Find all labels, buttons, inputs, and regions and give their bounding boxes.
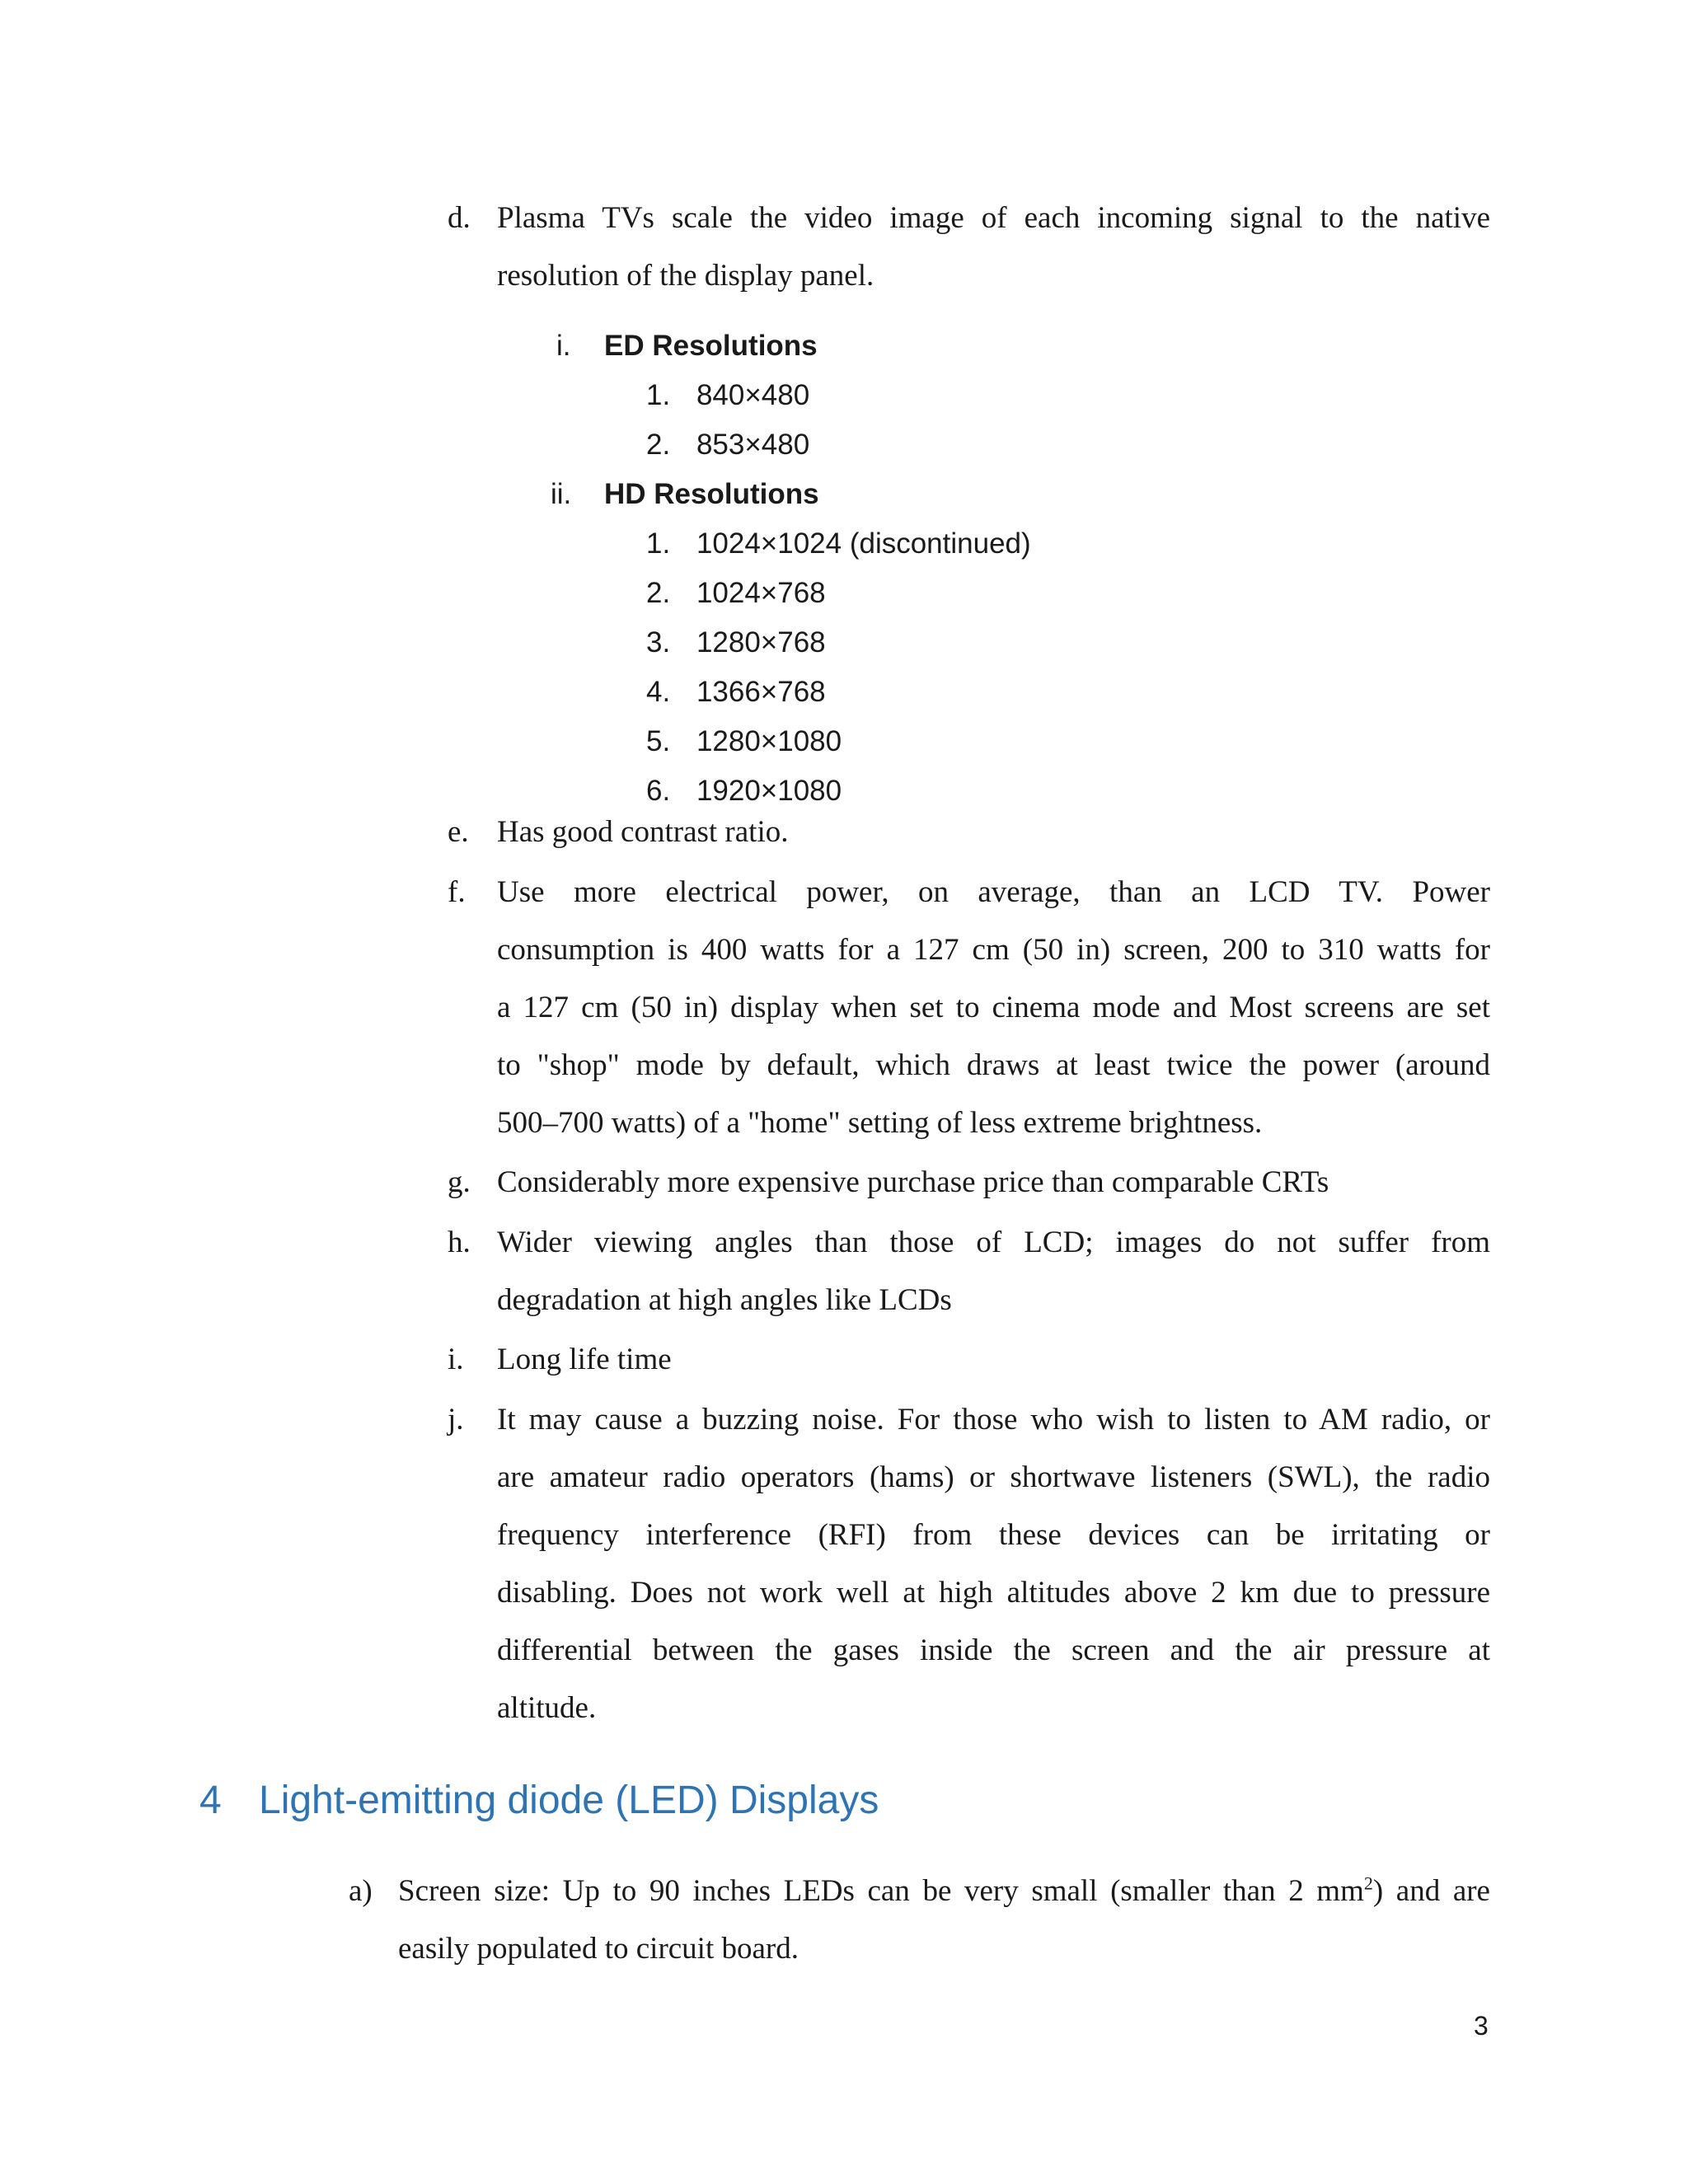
ed-entry [646,420,809,470]
list-item-i [443,1331,1490,1389]
list-marker: g. [448,1165,471,1199]
hd-entry [646,717,842,766]
list-item-d [443,190,1490,305]
text-line: to "shop" mode by default, which draws at least twice the power (around [497,1048,1490,1082]
text-line: altitude. [497,1691,597,1725]
section-heading [199,1772,879,1830]
entry-text: 1280×1080 [696,725,842,757]
text-line: a 127 cm (50 in) display when set to cinema mode and Most screens are set [497,991,1490,1024]
entry-text: 1366×768 [696,676,826,708]
entry-text: 1024×1024 (discontinued) [696,527,1031,560]
page-number: 3 [1474,2011,1489,2041]
list-marker: j. [448,1403,464,1436]
text-line: differential between the gases inside the screen and the air pressure at [497,1633,1490,1667]
section-number: 4 [199,1779,222,1822]
entry-number: 4. [646,676,671,708]
led-list-item-a [346,1863,1490,1978]
entry-text: 1024×768 [696,577,826,609]
list-item-j [443,1391,1490,1737]
entry-text: 1920×1080 [696,775,842,807]
text-line: easily populated to circuit board. [398,1932,799,1966]
entry-text: 1280×768 [696,626,826,658]
text-line: It may cause a buzzing noise. For those who wish to listen to AM radio, or [497,1403,1490,1436]
sublist-title: HD Resolutions [604,478,819,510]
sublist-hd-resolutions [544,470,1203,519]
sublist-marker: ii. [551,478,572,510]
entry-number: 2. [646,429,671,461]
list-marker: a) [349,1874,373,1908]
hd-entry [646,618,826,668]
text-line: Considerably more expensive purchase price than comparable CRTs [497,1165,1329,1199]
text-line: Long life time [497,1343,672,1376]
led-text-part: Screen size: Up to 90 inches LEDs can be very small (smaller than 2 mm [398,1874,1364,1908]
sublist-marker: i. [556,330,571,362]
entry-number: 2. [646,577,671,609]
sublist-ed-resolutions [544,321,1203,371]
text-line: frequency interference (RFI) from these devices can be irritating or [497,1518,1490,1552]
entry-text: 840×480 [696,379,810,411]
text-line: are amateur radio operators (hams) or shortwave listeners (SWL), the radio [497,1460,1490,1494]
list-item-g [443,1154,1490,1212]
list-marker: f. [448,875,466,909]
list-marker: e. [448,815,469,849]
entry-text: 853×480 [696,429,810,461]
text-line: Wider viewing angles than those of LCD; images do not suffer from [497,1226,1490,1259]
led-text-part: ) and are [1372,1874,1490,1908]
entry-number: 1. [646,379,671,411]
list-item-e [443,804,1490,861]
text-line: degradation at high angles like LCDs [497,1283,952,1317]
list-marker: h. [448,1226,471,1259]
sublist-title: ED Resolutions [604,330,818,362]
entry-number: 6. [646,775,671,807]
text-line: disabling. Does not work well at high altitudes above 2 km due to pressure [497,1576,1490,1610]
hd-entry [646,519,1031,569]
text-line: consumption is 400 watts for a 127 cm (50 in) screen, 200 to 310 watts for [497,933,1490,967]
text-line: Use more electrical power, on average, than an LCD TV. Power [497,875,1490,909]
text-line: Has good contrast ratio. [497,815,789,849]
superscript: 2 [1363,1872,1373,1894]
entry-number: 1. [646,527,671,560]
entry-number: 5. [646,725,671,757]
list-marker: d. [448,201,471,235]
text-line: resolution of the display panel. [497,259,874,293]
hd-entry [646,668,826,717]
list-marker: i. [448,1343,464,1376]
text-line: 500–700 watts) of a "home" setting of less extreme brightness. [497,1106,1263,1140]
entry-number: 3. [646,626,671,658]
hd-entry [646,569,826,618]
list-item-h [443,1214,1490,1329]
text-line [398,1863,1490,1920]
section-title: Light-emitting diode (LED) Displays [259,1779,879,1822]
text-line: Plasma TVs scale the video image of each incoming signal to the native [497,201,1490,235]
list-item-f [443,864,1490,1152]
ed-entry [646,371,809,420]
